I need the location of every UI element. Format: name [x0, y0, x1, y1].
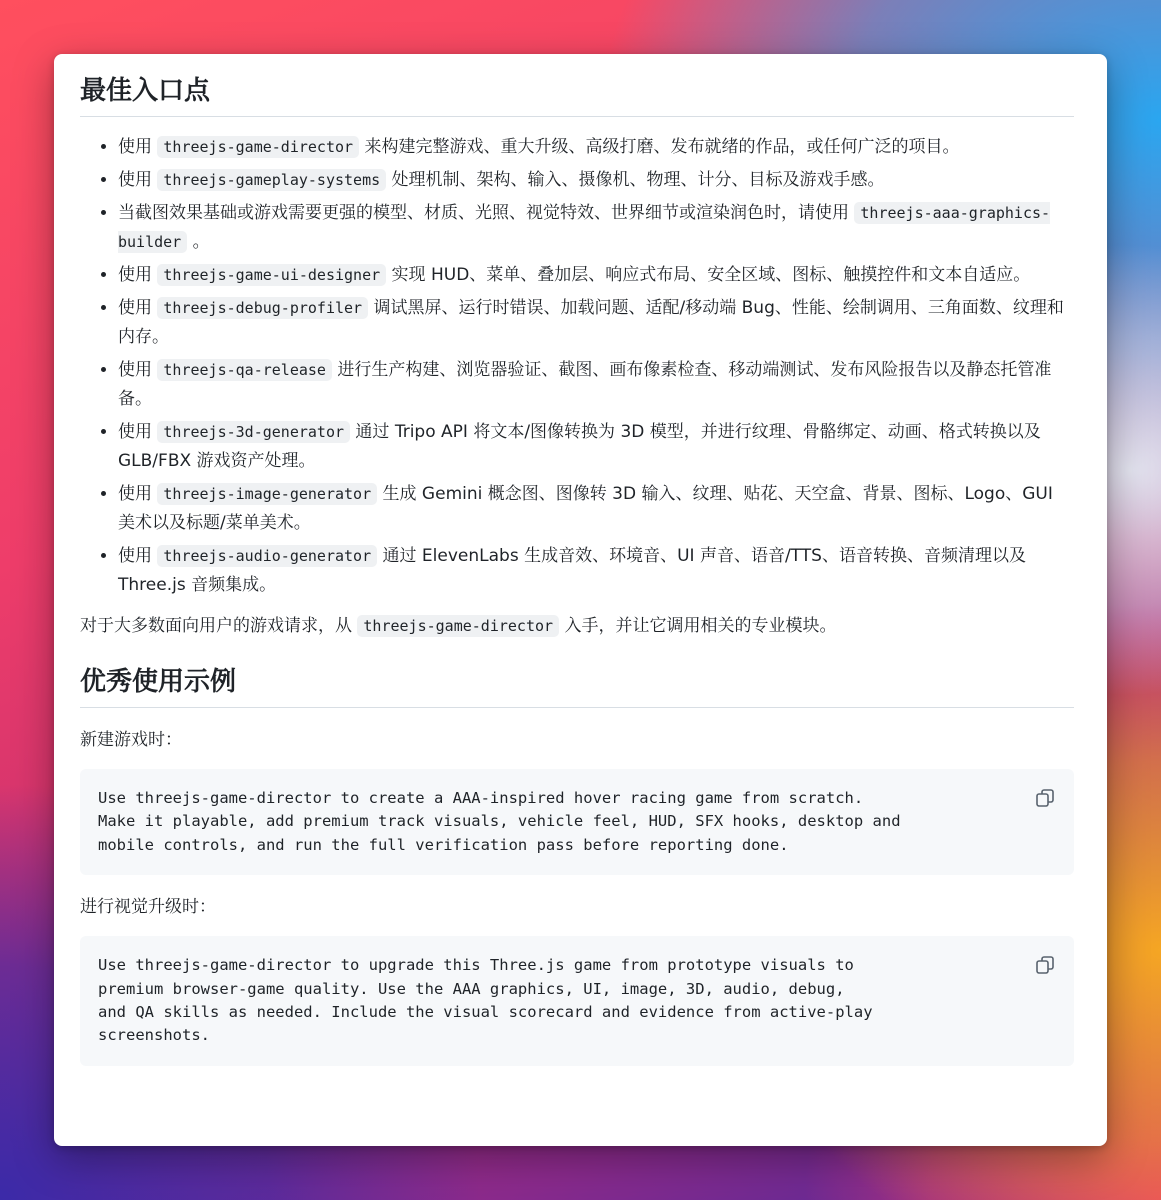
skill-code: threejs-game-director [157, 136, 359, 158]
item-text: 使用 [118, 265, 158, 285]
skill-code: threejs-image-generator [157, 483, 377, 505]
item-text: 使用 [118, 484, 158, 504]
item-text: 通过 ElevenLabs 生成音效、环境音、UI 声音、语音/TTS、语音转换、音频清理以及 Three.js 音频集成。 [118, 546, 1026, 595]
skill-code: threejs-qa-release [157, 359, 332, 381]
item-text: 进行生产构建、浏览器验证、截图、画布像素检查、移动端测试、发布风险报告以及静态托管准备。 [118, 360, 1052, 409]
readme-card [54, 54, 1107, 1146]
summary-text: 入手，并让它调用相关的专业模块。 [559, 616, 837, 636]
code-block-text: Use threejs-game-director to create a AAA-inspired hover racing game from scratch. Make it playable, add premium track visuals, vehicle feel, HUD, SFX hooks, desktop and mobile controls, and run the full verification pass before reporting done. [98, 789, 901, 854]
skill-code: threejs-3d-generator [157, 421, 350, 443]
list-item [118, 480, 1074, 538]
skill-code: threejs-debug-profiler [157, 297, 368, 319]
item-text: 使用 [118, 298, 158, 318]
item-text: 使用 [118, 137, 158, 157]
copy-icon[interactable] [1034, 787, 1056, 809]
item-text: 使用 [118, 170, 158, 190]
item-text: 使用 [118, 546, 158, 566]
item-text: 。 [187, 232, 210, 252]
list-item [118, 542, 1074, 600]
item-text: 调试黑屏、运行时错误、加载问题、适配/移动端 Bug、性能、绘制调用、三角面数、纹理和内存。 [118, 298, 1064, 347]
copy-icon[interactable] [1034, 954, 1056, 976]
skill-code: threejs-game-ui-designer [157, 264, 386, 286]
item-text: 处理机制、架构、输入、摄像机、物理、计分、目标及游戏手感。 [386, 170, 885, 190]
example-label: 新建游戏时： [80, 730, 182, 750]
list-item [118, 356, 1074, 414]
code-block-text: Use threejs-game-director to upgrade this Three.js game from prototype visuals to premium browser-game quality. Use the AAA graphics, UI, image, 3D, audio, debug, and QA skills as needed. Include the visual scorecard and evidence from active-play screenshots. [98, 956, 873, 1045]
item-text: 生成 Gemini 概念图、图像转 3D 输入、纹理、贴花、天空盒、背景、图标、Logo、GUI 美术以及标题/菜单美术。 [118, 484, 1053, 533]
list-item [118, 166, 1074, 195]
code-block[interactable] [80, 936, 1074, 1066]
skill-code: threejs-audio-generator [157, 545, 377, 567]
skill-code: threejs-gameplay-systems [157, 169, 386, 191]
list-item [118, 199, 1074, 257]
list-item [118, 418, 1074, 476]
list-item [118, 294, 1074, 352]
list-item [118, 261, 1074, 290]
summary-text: 对于大多数面向用户的游戏请求，从 [80, 616, 358, 636]
entry-points-list [80, 133, 1074, 600]
item-text: 通过 Tripo API 将文本/图像转换为 3D 模型，并进行纹理、骨骼绑定、动画、格式转换以及 GLB/FBX 游戏资产处理。 [118, 422, 1041, 471]
item-text: 来构建完整游戏、重大升级、高级打磨、发布就绪的作品，或任何广泛的项目。 [359, 137, 960, 157]
section-title-entry-points: 最佳入口点 [80, 72, 1074, 117]
example-label: 进行视觉升级时： [80, 897, 216, 918]
item-text: 当截图效果基础或游戏需要更强的模型、材质、光照、视觉特效、世界细节或渲染润色时，请使用 [118, 203, 855, 223]
section-title-examples: 优秀使用示例 [80, 663, 1074, 708]
item-text: 使用 [118, 360, 158, 380]
item-text: 实现 HUD、菜单、叠加层、响应式布局、安全区域、图标、触摸控件和文本自适应。 [386, 265, 1031, 285]
summary-paragraph [80, 612, 1074, 641]
code-block[interactable] [80, 769, 1074, 875]
list-item [118, 133, 1074, 162]
item-text: 使用 [118, 422, 158, 442]
skill-code: threejs-aaa-graphics-builder [118, 204, 1051, 251]
skill-code: threejs-game-director [357, 615, 559, 637]
